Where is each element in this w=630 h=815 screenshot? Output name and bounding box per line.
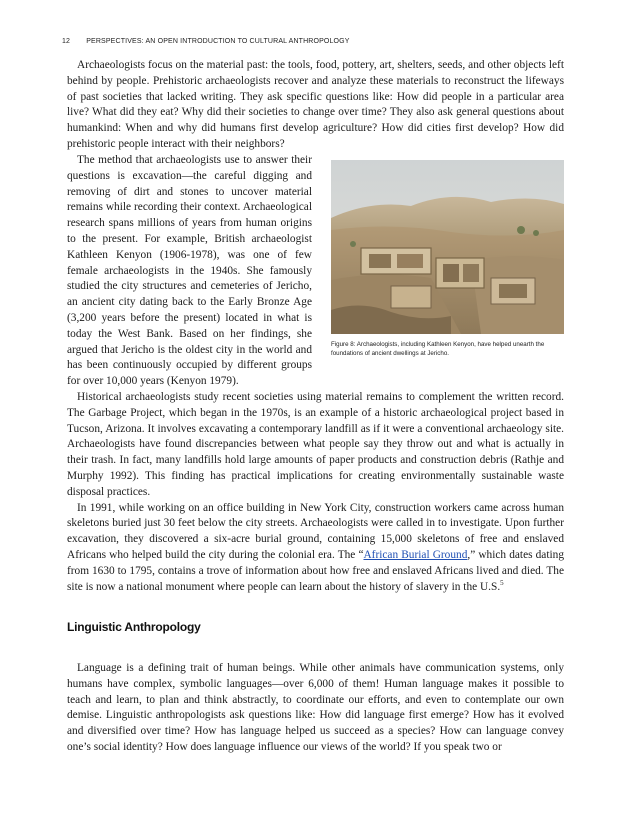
paragraph-garbage-project: Historical archaeologists study recent societies using material remains to complement the written record. The Garbage Project, which began in the 1970s, is an example of a historic archaeological project based in Tucson, Arizona. It involves excavating a contemporary landfill as if it were a conventional archaeology site. Archaeologists have found discrepancies between what people say they throw out and what is actually in their trash. In fact, many landfills hold large amounts of paper products and construction debris (Rathje and Murphy 1992). This finding has practical implications for creating environmentally sustainable waste disposal practices. [67, 391, 564, 498]
burial-text-start: In 1991, while working on an office building in New York City, construction workers came across human skeletons buried just 30 feet below the city streets. Archaeologists were called in to investigate. Upon further excavation, they discovered a six-acre burial ground, containing 15,000 skeletons of free and enslaved Africans who helped build the city during the colonial era. The “ [67, 501, 564, 561]
section-heading-linguistic: Linguistic Anthropology [67, 620, 201, 634]
jericho-excavation-photo [331, 160, 564, 334]
figure-caption: Figure 8: Archaeologists, including Kathleen Kenyon, have helped unearth the foundations of ancient dwellings at Jericho. [331, 341, 545, 357]
text-block-language [67, 661, 564, 756]
running-header [62, 38, 572, 45]
text-block-excavation [67, 153, 312, 390]
paragraph-excavation: The method that archaeologists use to answer their questions is excavation—the careful digging and removing of dirt and stones to uncover material remains while recording their context. Archaeological research spans millions of years from human origins to the present. For example, British archaeologist Kathleen Kenyon (1906-1978), was one of few female archaeologists in the 1940s. She famously studied the city structures and cemeteries of Jericho, an ancient city dating back to the Early Bronze Age (3,200 years before the present) located in what is today the West Bank. Based on her findings, she argued that Jericho is the oldest city in the world and has been continuously occupied by different groups for over 10,000 years (Kenyon 1979). [67, 154, 312, 388]
text-block-historical [67, 390, 564, 595]
paragraph-language: Language is a defining trait of human beings. While other animals have communication systems, only humans have complex, symbolic languages—over 6,000 of them! Human language makes it possible to teach and learn, to plan and think abstractly, to coordinate our efforts, and even to contemplate our own demise. Linguistic anthropologists ask questions like: How did language first emerge? How has it evolved and diversified over time? How has language helped us succeed as a species? How can language convey one’s social identity? How does language influence our views of the world? If you speak two or [67, 662, 564, 753]
running-title: PERSPECTIVES: AN OPEN INTRODUCTION TO CULTURAL ANTHROPOLOGY [86, 38, 350, 45]
paragraph-burial-ground [67, 501, 564, 596]
paragraph-archaeologists: Archaeologists focus on the material past: the tools, food, pottery, art, shelters, seeds, and other objects left behind by people. Prehistoric archaeologists recover and analyze these materials to reconstruct the lifeways of past societies that lacked writing. They ask specific questions like: How did people in a particular area live? What did they eat? Why did their societies to change over time? They also ask general questions about humankind: When and why did humans first develop agriculture? How did cities first develop? How did prehistoric people interact with their neighbors? [67, 59, 564, 150]
text-block-intro [67, 58, 564, 153]
burial-text-end: ,” which dates dating from 1630 to 1795, contains a trove of information about how free and enslaved Africans lived and died. The site is now a national monument where people can learn about the history of slavery in the U.S. [67, 548, 564, 593]
african-burial-ground-link[interactable]: African Burial Ground [363, 548, 468, 561]
figure-jericho [331, 160, 564, 358]
page-number: 12 [62, 38, 71, 45]
footnote-marker[interactable]: 5 [500, 578, 504, 587]
